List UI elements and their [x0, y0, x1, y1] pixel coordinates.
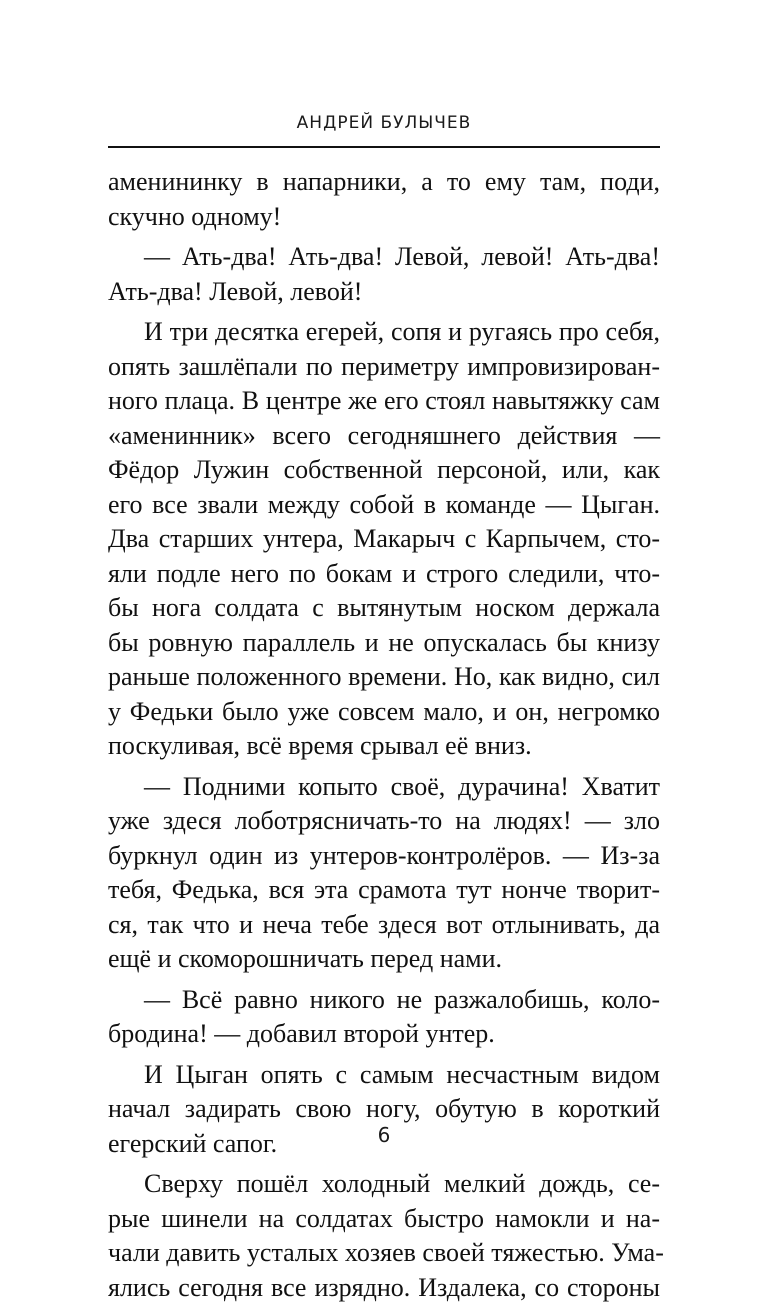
text-line: буркнул один из унтеров-контролёров. — Из-за — [108, 839, 660, 874]
paragraph — [108, 240, 660, 309]
text-line: — Ать-два! Ать-два! Левой, левой! Ать-два! — [108, 240, 660, 275]
text-line: ного плаца. В центре же его стоял навытяжку сам — [108, 384, 660, 419]
text-line: раньше положенного времени. Но, как видно, сил — [108, 660, 660, 695]
text-line: «аменинник» всего сегодняшнего действия — — [108, 419, 660, 454]
text-line: у Федьки было уже совсем мало, и он, негромко — [108, 695, 660, 730]
text-line: бы нога солдата с вытянутым носком держала — [108, 591, 660, 626]
text-line: ещё и скоморошничать перед нами. — [108, 942, 660, 977]
running-head: АНДРЕЙ БУЛЫЧЕВ — [108, 113, 660, 133]
text-line: ся, так что и неча тебе здеся вот отлынивать, да — [108, 908, 660, 943]
paragraph — [108, 983, 660, 1052]
text-line: тебя, Федька, вся эта срамота тут нонче творит- — [108, 873, 660, 908]
text-line: — Всё равно никого не разжалобишь, коло- — [108, 983, 660, 1018]
text-line: рые шинели на солдатах быстро намокли и на- — [108, 1202, 660, 1237]
paragraph — [108, 165, 660, 234]
text-line: егерский сапог. — [108, 1127, 660, 1162]
text-line: Ать-два! Левой, левой! — [108, 275, 660, 310]
text-line: уже здеся лоботрясничать-то на людях! — зло — [108, 804, 660, 839]
text-line: аменининку в напарники, а то ему там, поди, — [108, 165, 660, 200]
page-number: 6 — [108, 1123, 660, 1147]
paragraph — [108, 315, 660, 764]
text-line: его все звали между собой в команде — Цыган. — [108, 488, 660, 523]
text-line: скучно одному! — [108, 200, 660, 235]
text-line: начал задирать свою ногу, обутую в короткий — [108, 1092, 660, 1127]
text-line: чали давить усталых хозяев своей тяжестью. Ума- — [108, 1236, 660, 1271]
paragraph — [108, 770, 660, 977]
text-line: опять зашлёпали по периметру импровизирован- — [108, 350, 660, 385]
text-line: И Цыган опять с самым несчастным видом — [108, 1058, 660, 1093]
text-line: яли подле него по бокам и строго следили, что- — [108, 557, 660, 592]
text-line: Два старших унтера, Макарыч с Карпычем, сто- — [108, 522, 660, 557]
text-line: И три десятка егерей, сопя и ругаясь про себя, — [108, 315, 660, 350]
text-line: Сверху пошёл холодный мелкий дождь, се- — [108, 1167, 660, 1202]
text-line: — Подними копыто своё, дурачина! Хватит — [108, 770, 660, 805]
paragraph — [108, 1167, 660, 1305]
text-line: бы ровную параллель и не опускалась бы книзу — [108, 626, 660, 661]
text-line: Фёдор Лужин собственной персоной, или, как — [108, 453, 660, 488]
text-line: поскуливая, всё время срывал её вниз. — [108, 729, 660, 764]
header-rule — [108, 146, 660, 148]
text-line: бродина! — добавил второй унтер. — [108, 1017, 660, 1052]
text-line: ялись сегодня все изрядно. Издалека, со стороны — [108, 1271, 660, 1305]
